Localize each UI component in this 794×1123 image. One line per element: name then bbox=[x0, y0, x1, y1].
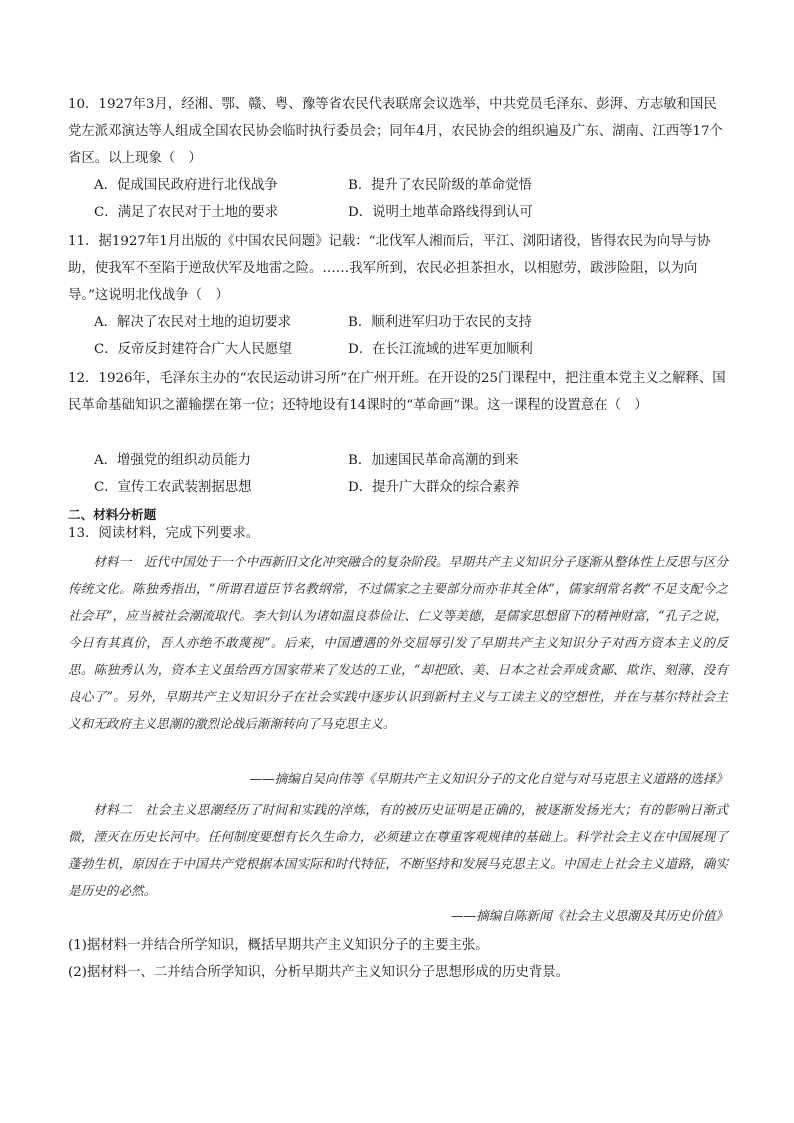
question-13-stem: 13．阅读材料，完成下列要求。 bbox=[68, 526, 260, 541]
option-b[interactable]: B．提升了农民阶级的革命觉悟 bbox=[348, 178, 532, 193]
question-11-stem: 11．据1927年1月出版的《中国农民问题》记载：“北伐军人湘而后，平江、浏阳诸役，皆得农民为向导与协助，使我军不至陷于逆敌伏军及地雷之险。……我军所到，农民必担茶担水，以相慰劳，跋涉险阻，以为向导。”这说明北伐战争（ ） bbox=[68, 234, 711, 303]
option-b[interactable]: B．加速国民革命高潮的到来 bbox=[348, 453, 519, 468]
option-c[interactable]: C．宣传工农武装割据思想 bbox=[94, 480, 252, 495]
sub-question-2: (2)据材料一、二并结合所学知识，分析早期共产主义知识分子思想形成的历史背景。 bbox=[68, 965, 570, 980]
question-12-stem: 12．1926年，毛泽东主办的“农民运动讲习所”在广州开班。在开设的25门课程中，把注重本党主义之解释、国民革命基础知识之灌输摆在第一位；还特地设有14课时的“革命画”课。这一课程的设置意在（ ） bbox=[68, 371, 726, 413]
option-a[interactable]: A．增强党的组织动员能力 bbox=[94, 453, 251, 468]
material-2-source: ——摘编自陈新闻《社会主义思潮及其历史价值》 bbox=[450, 908, 728, 923]
question-10 bbox=[68, 91, 728, 172]
option-a[interactable]: A．促成国民政府进行北伐战争 bbox=[94, 178, 278, 193]
material-1: 材料一 近代中国处于一个中西新旧文化冲突融合的复杂阶段。早期共产主义知识分子逐渐从整体性上反思与区分传统文化。陈独秀指出，“所谓君道臣节名教纲常，不过儒家之主要部分而亦非其全体”，儒家纲常名教“不足支配今之社会耳”，应当被社会潮流取代。李大钊认为诸如温良恭俭让、仁义等美德，是儒家思想留下的精神财富，“孔子之说，今日有其真价，吾人亦绝不敢蔑视”。后来，中国遭遇的外交屈辱引发了早期共产主义知识分子对西方资本主义的反思。陈独秀认为，资本主义虽给西方国家带来了发达的工业，“却把欧、美、日本之社会弄成贪鄙、欺诈、刻薄、没有良心了”。另外，早期共产主义知识分子在社会实践中逐步认识到新村主义与工读主义的空想性，并在与基尔特社会主义和无政府主义思潮的激烈论战后渐渐转向了马克思主义。 bbox=[68, 554, 728, 731]
option-d[interactable]: D．说明土地革命路线得到认可 bbox=[348, 205, 533, 220]
option-a[interactable]: A．解决了农民对土地的迫切要求 bbox=[94, 315, 292, 330]
question-10-options bbox=[94, 172, 694, 226]
section-heading: 二、材料分析题 bbox=[68, 507, 157, 522]
material-1-source: ——摘编自吴向伟等《早期共产主义知识分子的文化自觉与对马克思主义道路的选择》 bbox=[249, 771, 728, 786]
option-c[interactable]: C．满足了农民对于土地的要求 bbox=[94, 205, 279, 220]
material-2: 材料二 社会主义思潮经历了时间和实践的淬炼，有的被历史证明是正确的，被逐渐发扬光大；有的影响日渐式微，湮灭在历史长河中。任何制度要想有长久生命力，必须建立在尊重客观规律的基础上。科学社会主义在中国展现了蓬勃生机，原因在于中国共产党根据本国实际和时代特征，不断坚持和发展马克思主义。中国走上社会主义道路，确实是历史的必然。 bbox=[68, 802, 728, 898]
question-10-stem: 10．1927年3月，经湘、鄂、赣、粤、豫等省农民代表联席会议选举，中共党员毛泽东、彭湃、方志敏和国民党左派邓演达等人组成全国农民协会临时执行委员会；同年4月，农民协会的组织遍及广东、湖南、江西等17个省区。以上现象（ ） bbox=[68, 97, 723, 166]
sub-question-1: (1)据材料一并结合所学知识，概括早期共产主义知识分子的主要主张。 bbox=[68, 938, 489, 953]
question-11 bbox=[68, 228, 728, 309]
question-11-options bbox=[94, 309, 694, 363]
option-d[interactable]: D．提升广大群众的综合素养 bbox=[348, 480, 520, 495]
option-b[interactable]: B．顺利进军归功于农民的支持 bbox=[348, 315, 532, 330]
question-12 bbox=[68, 365, 728, 419]
option-d[interactable]: D．在长江流域的进军更加顺利 bbox=[348, 342, 533, 357]
question-12-options bbox=[94, 447, 694, 501]
option-c[interactable]: C．反帝反封建符合广大人民愿望 bbox=[94, 342, 292, 357]
